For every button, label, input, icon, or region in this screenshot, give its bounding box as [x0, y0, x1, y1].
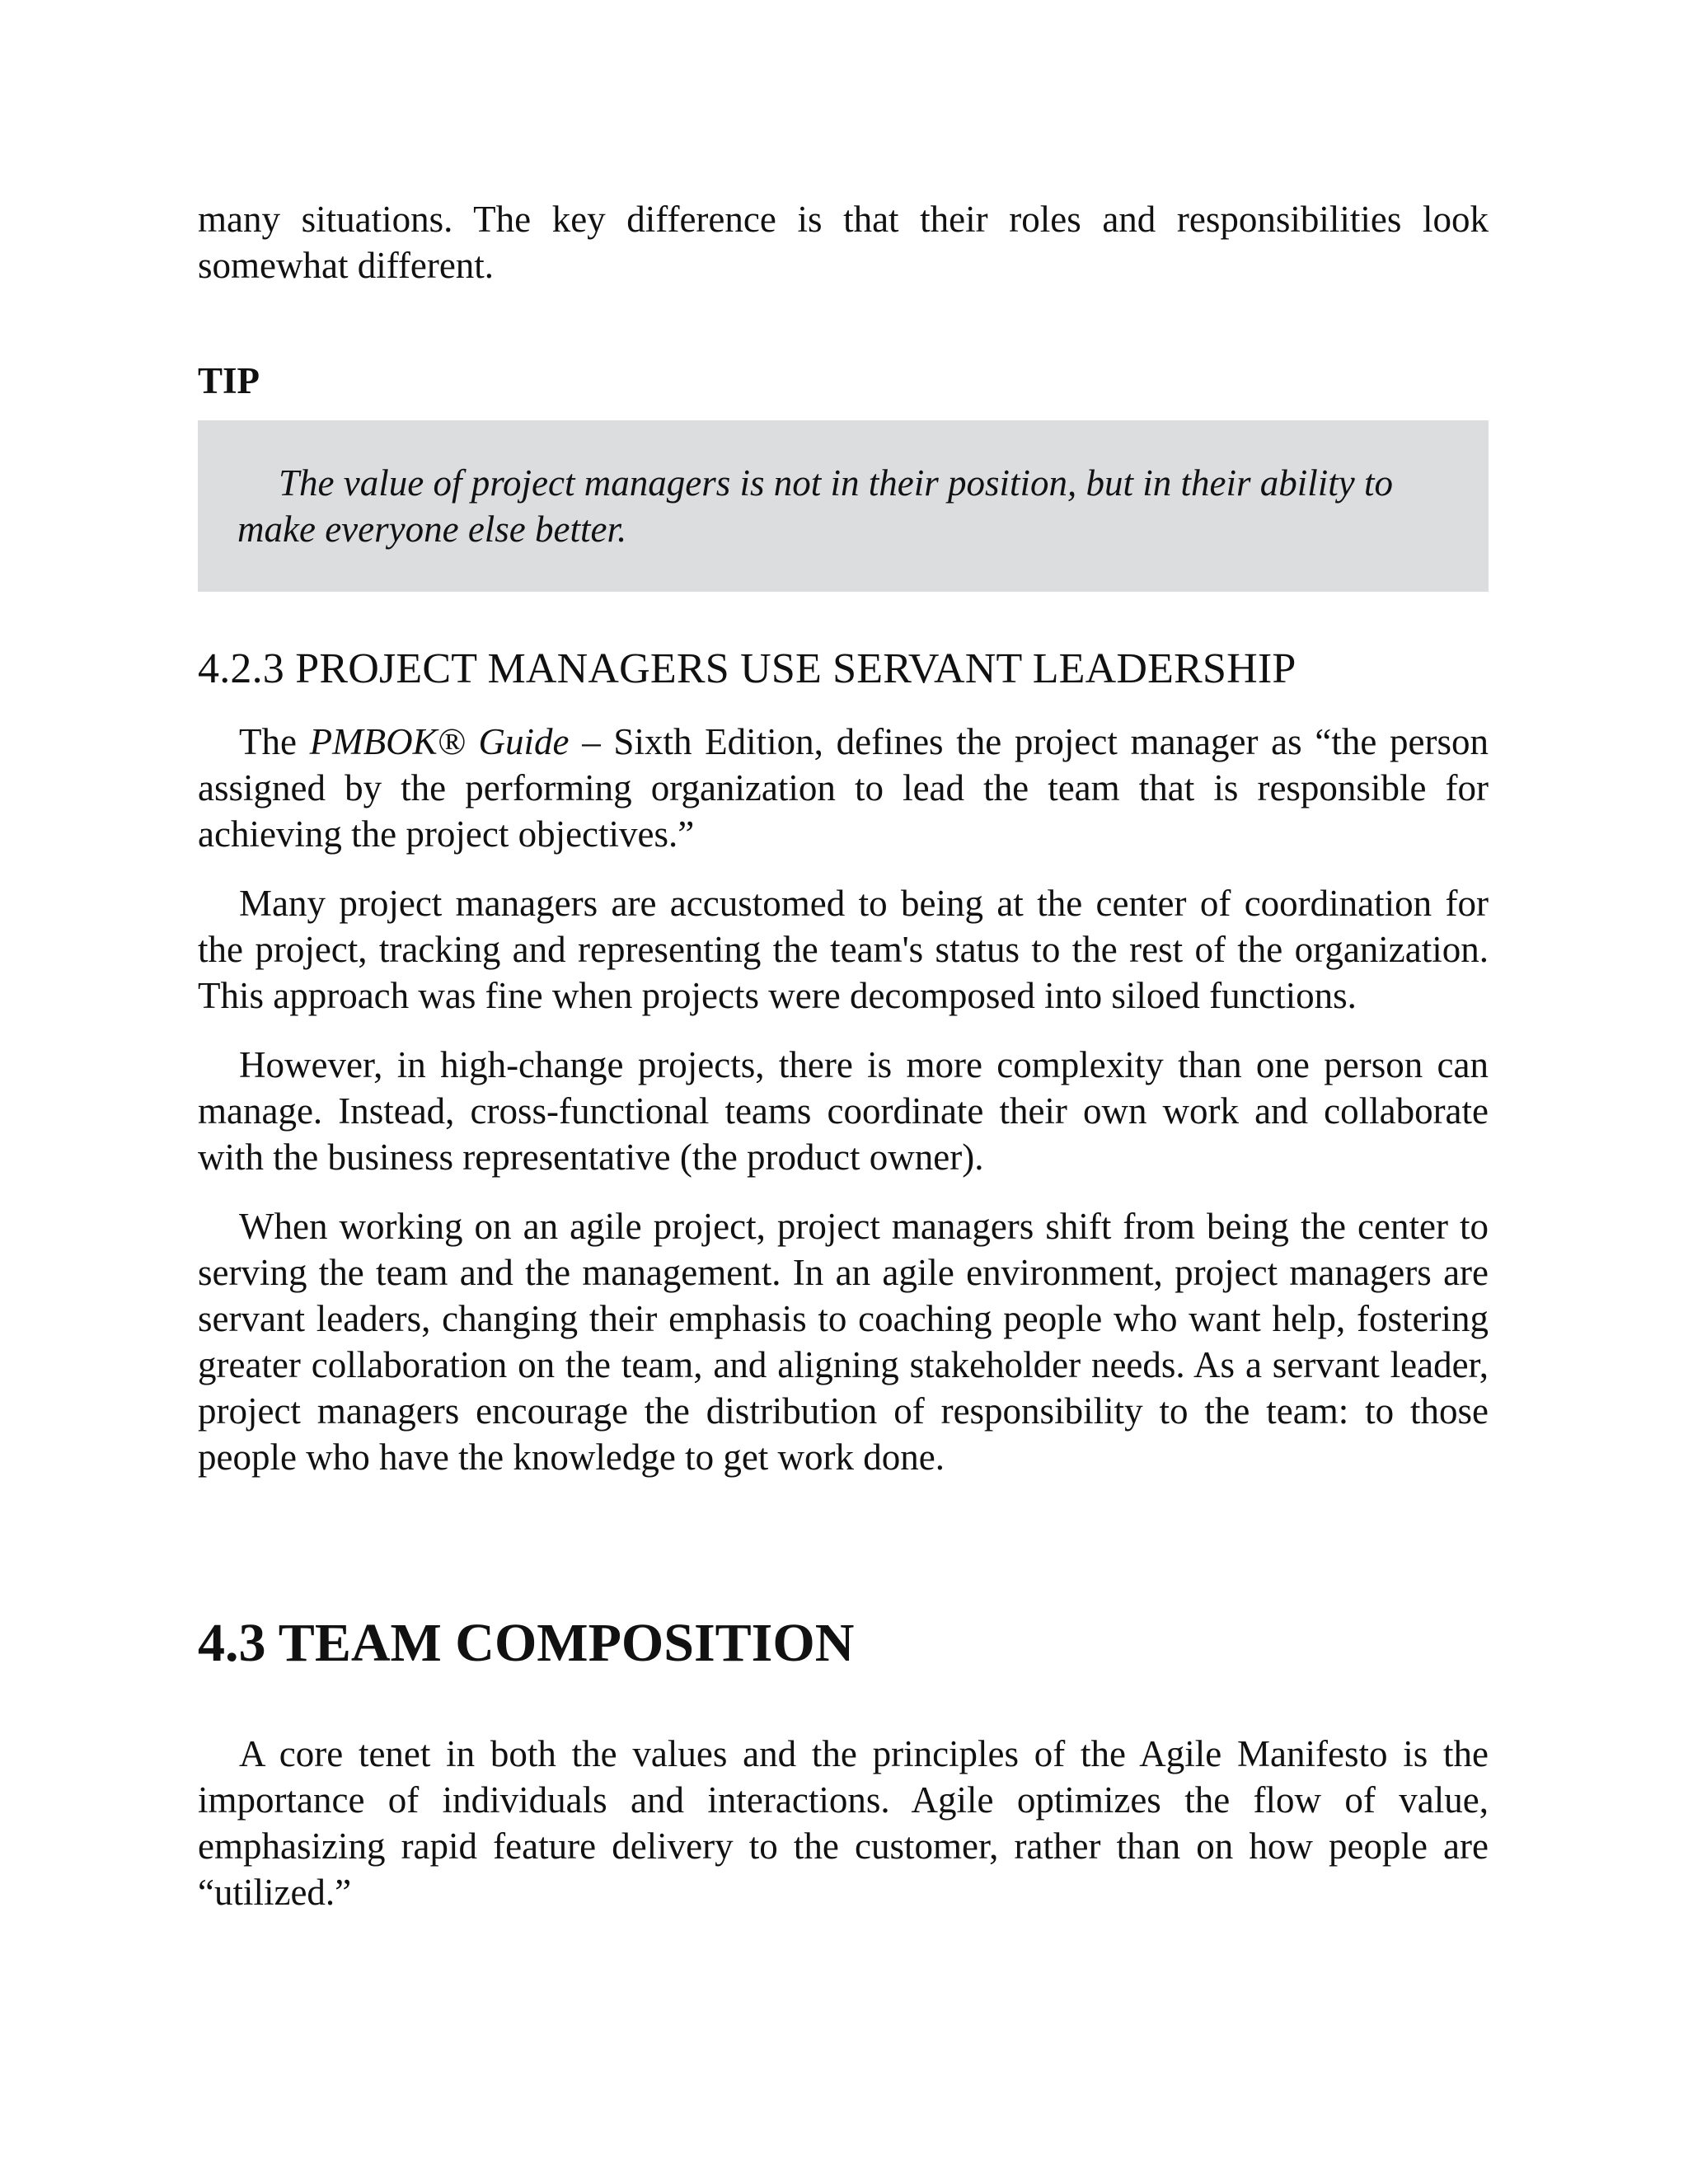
subsection-body [198, 719, 1489, 1503]
tip-callout-box [198, 420, 1489, 592]
tip-label: TIP [198, 360, 260, 401]
intro-paragraph: many situations. The key difference is that their roles and responsibilities look somewhat different. [198, 199, 1489, 286]
high-change-paragraph: However, in high-change projects, there is more complexity than one person can manage. Instead, cross-functional teams coordinate their own work and collaborate with the business representative (the product owner). [198, 1044, 1489, 1178]
document-page [198, 196, 1489, 1913]
paragraph-text-start: The [239, 721, 310, 762]
pmbok-definition-paragraph [198, 719, 1489, 857]
tip-text: The value of project managers is not in their position, but in their ability to make everyone else better. [237, 462, 1393, 550]
section-body [198, 1731, 1489, 1915]
agile-manifesto-paragraph: A core tenet in both the values and the principles of the Agile Manifesto is the importance of individuals and interactions. Agile optimizes the flow of value, emphasizing rapid feature delivery to the customer, rather than on how people are “utilized.” [198, 1733, 1489, 1913]
subsection-heading: 4.2.3 PROJECT MANAGERS USE SERVANT LEADERSHIP [198, 645, 1296, 692]
pmbok-guide-title: PMBOK® Guide [309, 721, 570, 762]
section-heading: 4.3 TEAM COMPOSITION [198, 1613, 855, 1673]
servant-leader-paragraph: When working on an agile project, project managers shift from being the center to serving the team and the management. In an agile environment, project managers are servant leaders, changing their emphasis to coaching people who want help, fostering greater collaboration on the team, and aligning stakeholder needs. As a servant leader, project managers encourage the distribution of responsibility to the team: to those people who have the knowledge to get work done. [198, 1206, 1489, 1478]
coordination-paragraph: Many project managers are accustomed to being at the center of coordination for the project, tracking and representing the team's status to the rest of the organization. This approach was fine when projects were decomposed into siloed functions. [198, 883, 1489, 1016]
paragraph-text-end: – Sixth Edition, defines the project manager as “the person assigned by the performing organization to lead the team that is responsible for achieving the project objectives.” [198, 721, 1489, 855]
